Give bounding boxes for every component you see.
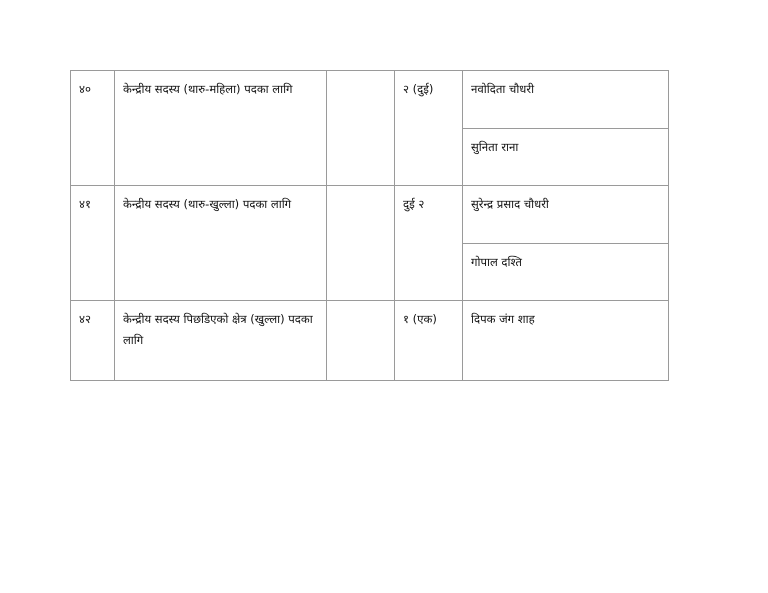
candidate-table — [70, 70, 669, 381]
serial-number-cell: ४० — [71, 71, 115, 186]
empty-cell — [327, 186, 395, 301]
candidate-name-cell: दिपक जंग शाह — [463, 301, 669, 381]
candidate-name-cell: सुरेन्द्र प्रसाद चौधरी — [463, 186, 669, 244]
post-title-cell: केन्द्रीय सदस्य (थारु-खुल्ला) पदका लागि — [115, 186, 327, 301]
empty-cell — [327, 71, 395, 186]
candidate-name-cell: सुनिता राना — [463, 129, 669, 186]
post-title-cell: केन्द्रीय सदस्य (थारु-महिला) पदका लागि — [115, 71, 327, 186]
seat-count-cell: २ (दुई) — [395, 71, 463, 186]
serial-number-cell: ४१ — [71, 186, 115, 301]
candidate-name-cell: नवोदिता चौधरी — [463, 71, 669, 129]
serial-number-cell: ४२ — [71, 301, 115, 381]
post-title-cell: केन्द्रीय सदस्य पिछडिएको क्षेत्र (खुल्ला) पदका लागि — [115, 301, 327, 381]
candidate-name-cell: गोपाल दश्ति — [463, 244, 669, 301]
table-row — [71, 301, 669, 381]
seat-count-cell: १ (एक) — [395, 301, 463, 381]
table-row — [71, 186, 669, 244]
seat-count-cell: दुई २ — [395, 186, 463, 301]
empty-cell — [327, 301, 395, 381]
table-row — [71, 71, 669, 129]
